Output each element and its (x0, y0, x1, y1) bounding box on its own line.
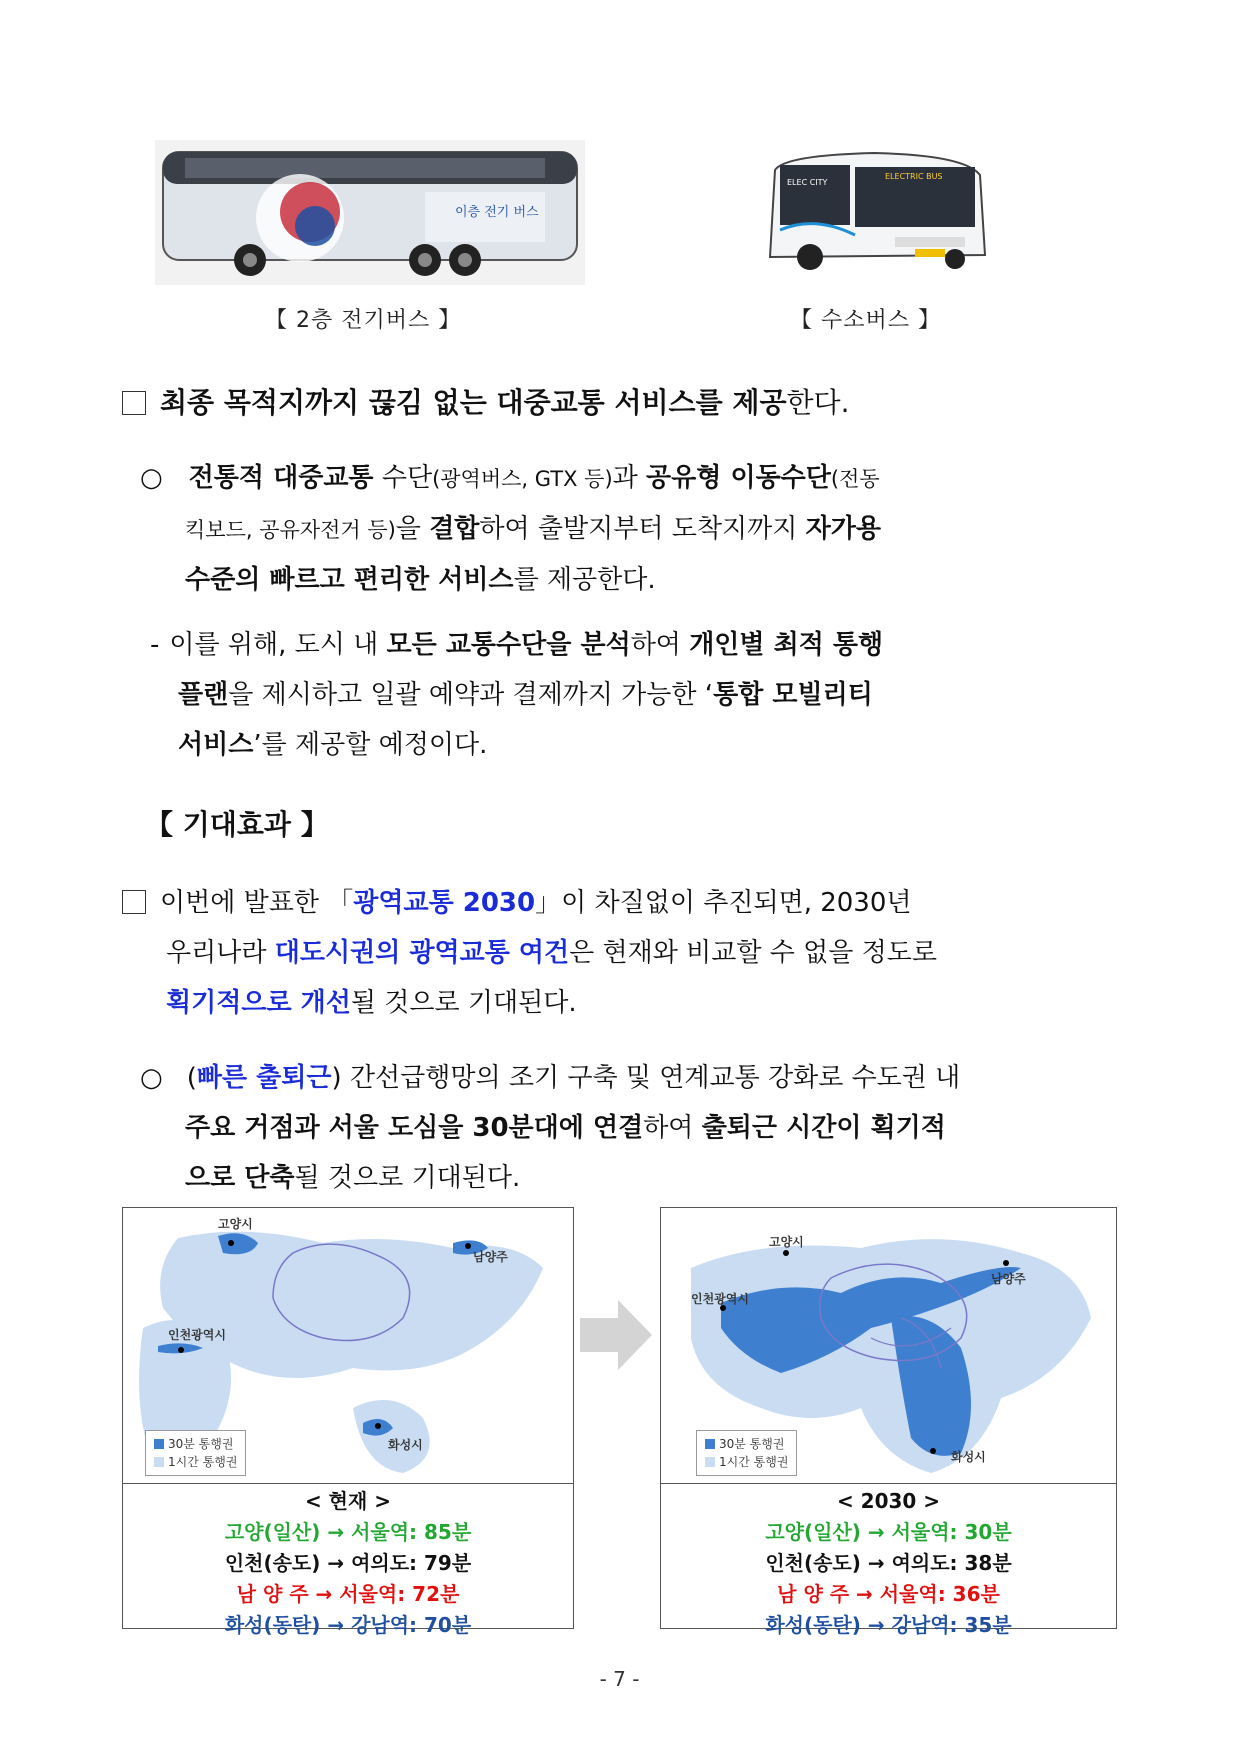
section2 (122, 878, 1102, 1028)
circle-bullet-icon: ○ (140, 1063, 163, 1093)
expected-effects-title: 【 기대효과 】 (145, 808, 329, 841)
t: 을 제시하고 일괄 예약과 결제까지 가능한 ‘ (228, 680, 714, 710)
stat-row: 화성(동탄) → 강남역: 35분 (765, 1613, 1012, 1637)
t: 될 것으로 기대된다. (350, 988, 577, 1018)
page-number: - 7 - (599, 1667, 640, 1691)
stats-current (123, 1484, 573, 1637)
caption-hydrogen-bus: 【 수소버스 】 (790, 308, 941, 333)
bus-side-text: 이층 전기 버스 (455, 205, 539, 220)
t: 으로 단축 (185, 1163, 295, 1193)
t: 우리나라 (166, 938, 275, 968)
stats-2030 (661, 1484, 1116, 1637)
t: 서비스 (178, 730, 254, 760)
section1-dash (150, 620, 1100, 770)
t: 주요 거점과 서울 도심을 30분대에 연결 (185, 1113, 644, 1143)
map-label-hwaseong: 화성시 (951, 1450, 986, 1464)
t: 하여 (643, 1113, 702, 1143)
t: ) 간선급행망의 조기 구축 및 연계교통 강화로 수도권 내 (331, 1063, 961, 1093)
stat-row: 남 양 주 → 서울역: 72분 (236, 1582, 460, 1606)
t: 을 (395, 514, 430, 544)
t: 플랜 (178, 680, 229, 710)
stats-title: < 현재 > (304, 1489, 392, 1513)
legend-swatch-30 (705, 1439, 715, 1449)
checkbox-square-icon (122, 890, 146, 914)
t: 수단 (373, 463, 433, 493)
heading-bold: 최종 목적지까지 끊김 없는 대중교통 서비스를 제공 (160, 386, 787, 419)
legend-swatch-60 (154, 1457, 164, 1467)
map-label-hwaseong: 화성시 (388, 1438, 423, 1452)
legend-30: 30분 통행권 (719, 1437, 785, 1451)
hydrogen-bus-image (755, 145, 995, 280)
t: 」이 차질없이 추진되면, 2030년 (535, 888, 912, 918)
t: 이를 위해, 도시 내 (169, 630, 387, 660)
t: 공유형 이동수단 (646, 463, 831, 493)
map-2030 (661, 1208, 1116, 1484)
map-panel-2030 (660, 1207, 1117, 1637)
t: 수준의 빠르고 편리한 서비스 (185, 565, 514, 595)
double-decker-bus-image (155, 140, 585, 285)
t: 될 것으로 기대된다. (294, 1163, 521, 1193)
t: 출퇴근 시간이 획기적 (701, 1113, 946, 1143)
stat-row: 인천(송도) → 여의도: 79분 (224, 1551, 472, 1575)
t: 자가용 (805, 514, 881, 544)
t: 광역교통 2030 (353, 888, 536, 918)
stat-row: 남 양 주 → 서울역: 36분 (777, 1582, 1000, 1606)
map-label-namyangju: 남양주 (991, 1272, 1026, 1286)
map-label-goyang: 고양시 (218, 1217, 253, 1231)
stats-title: < 2030 > (836, 1489, 941, 1513)
t: 대도시권의 광역교통 여건 (274, 938, 570, 968)
map-label-incheon: 인천광역시 (168, 1328, 226, 1342)
t: 개인별 최적 통행 (689, 630, 884, 660)
t: (전동 (830, 467, 880, 491)
t: 빠른 출퇴근 (196, 1063, 332, 1093)
map-label-goyang: 고양시 (769, 1235, 804, 1249)
t: 과 (612, 463, 647, 493)
t: 하여 출발지부터 도착지까지 (479, 514, 806, 544)
map-label-namyangju: 남양주 (473, 1250, 508, 1264)
t: 전통적 대중교통 (188, 463, 374, 493)
t: 킥보드, 공유자전거 등) (185, 518, 396, 542)
electric-bus-text: ELECTRIC BUS (885, 172, 943, 181)
section1-bullet (140, 453, 1100, 605)
map-label-incheon: 인천광역시 (691, 1292, 749, 1306)
map-legend (145, 1430, 246, 1476)
t: ’를 제공할 예정이다. (253, 730, 488, 760)
elec-city-text: ELEC CITY (787, 178, 828, 187)
stat-row: 고양(일산) → 서울역: 85분 (224, 1520, 472, 1544)
t: 를 제공한다. (513, 565, 656, 595)
map-current (123, 1208, 573, 1484)
t: 하여 (630, 630, 690, 660)
heading-rest: 한다. (786, 386, 850, 419)
t: 결합 (429, 514, 480, 544)
legend-60: 1시간 통행권 (719, 1455, 789, 1469)
circle-bullet-icon: ○ (140, 463, 163, 493)
stat-row: 화성(동탄) → 강남역: 70분 (224, 1613, 472, 1637)
caption-double-decker: 【 2층 전기버스 】 (265, 308, 462, 333)
legend-swatch-30 (154, 1439, 164, 1449)
map-legend (696, 1430, 797, 1476)
t: 획기적으로 개선 (166, 988, 351, 1018)
stat-row: 인천(송도) → 여의도: 38분 (765, 1551, 1012, 1575)
t: ( (186, 1063, 197, 1093)
t: (광역버스, GTX 등) (432, 467, 613, 491)
t: 이번에 발표한 「 (160, 888, 354, 918)
t: 모든 교통수단을 분석 (386, 630, 631, 660)
t: 통합 모빌리티 (713, 680, 873, 710)
dash-bullet: - (150, 630, 160, 660)
legend-swatch-60 (705, 1457, 715, 1467)
map-panel-current (122, 1207, 574, 1637)
legend-30: 30분 통행권 (168, 1437, 234, 1451)
section3 (140, 1053, 1100, 1203)
checkbox-square-icon (122, 391, 146, 415)
t: 은 현재와 비교할 수 없을 정도로 (569, 938, 937, 968)
legend-60: 1시간 통행권 (168, 1455, 238, 1469)
arrow-right-icon (580, 1300, 652, 1370)
stat-row: 고양(일산) → 서울역: 30분 (765, 1520, 1012, 1544)
section1-heading (122, 378, 850, 428)
